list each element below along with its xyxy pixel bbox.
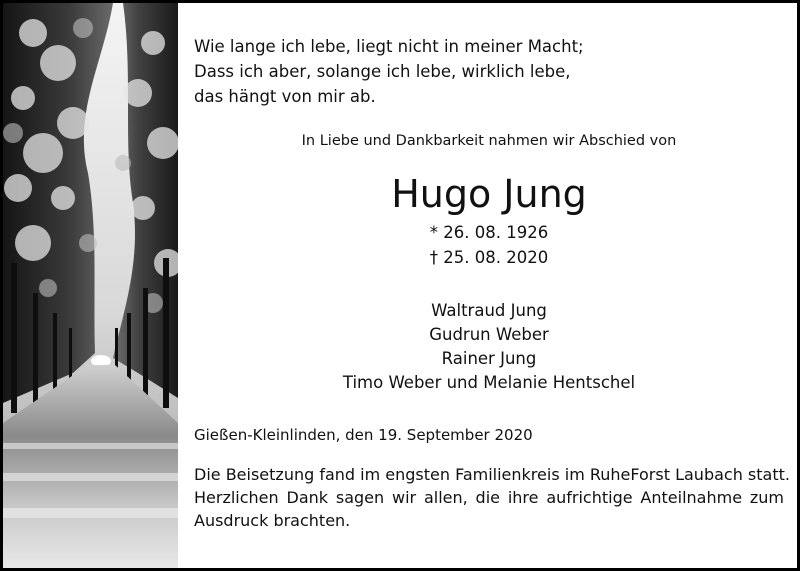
- birth-date: * 26. 08. 1926: [429, 223, 549, 242]
- life-dates: [194, 220, 784, 270]
- farewell-intro: In Liebe und Dankbarkeit nahmen wir Abschied von: [301, 133, 677, 149]
- deceased-name: Hugo Jung: [391, 172, 587, 216]
- mourner-name: Rainer Jung: [441, 349, 537, 368]
- death-date: † 25. 08. 2020: [429, 248, 549, 267]
- mourners-list: [194, 299, 784, 395]
- place-and-date: Gießen-Kleinlinden, den 19. September 2020: [194, 426, 533, 444]
- closing-note: [194, 463, 790, 532]
- closing-line: Die Beisetzung fand im engsten Familienkreis im RuheForst Laubach statt.: [194, 465, 790, 484]
- quote-line: Dass ich aber, solange ich lebe, wirklich lebe,: [194, 62, 571, 81]
- mourner-name: Waltraud Jung: [431, 301, 547, 320]
- memorial-quote: [194, 34, 784, 109]
- quote-line: das hängt von mir ab.: [194, 87, 376, 106]
- closing-line: Herzlichen Dank sagen wir allen, die ihre aufrichtige Anteilnahme zum: [194, 488, 784, 507]
- quote-line: Wie lange ich lebe, liegt nicht in meiner Macht;: [194, 37, 584, 56]
- notice-content: [194, 3, 790, 568]
- closing-line: Ausdruck brachten.: [194, 511, 351, 530]
- mourner-name: Timo Weber und Melanie Hentschel: [342, 373, 636, 392]
- obituary-notice: [3, 3, 797, 568]
- tree-avenue-photo: [3, 3, 178, 568]
- mourner-name: Gudrun Weber: [429, 325, 549, 344]
